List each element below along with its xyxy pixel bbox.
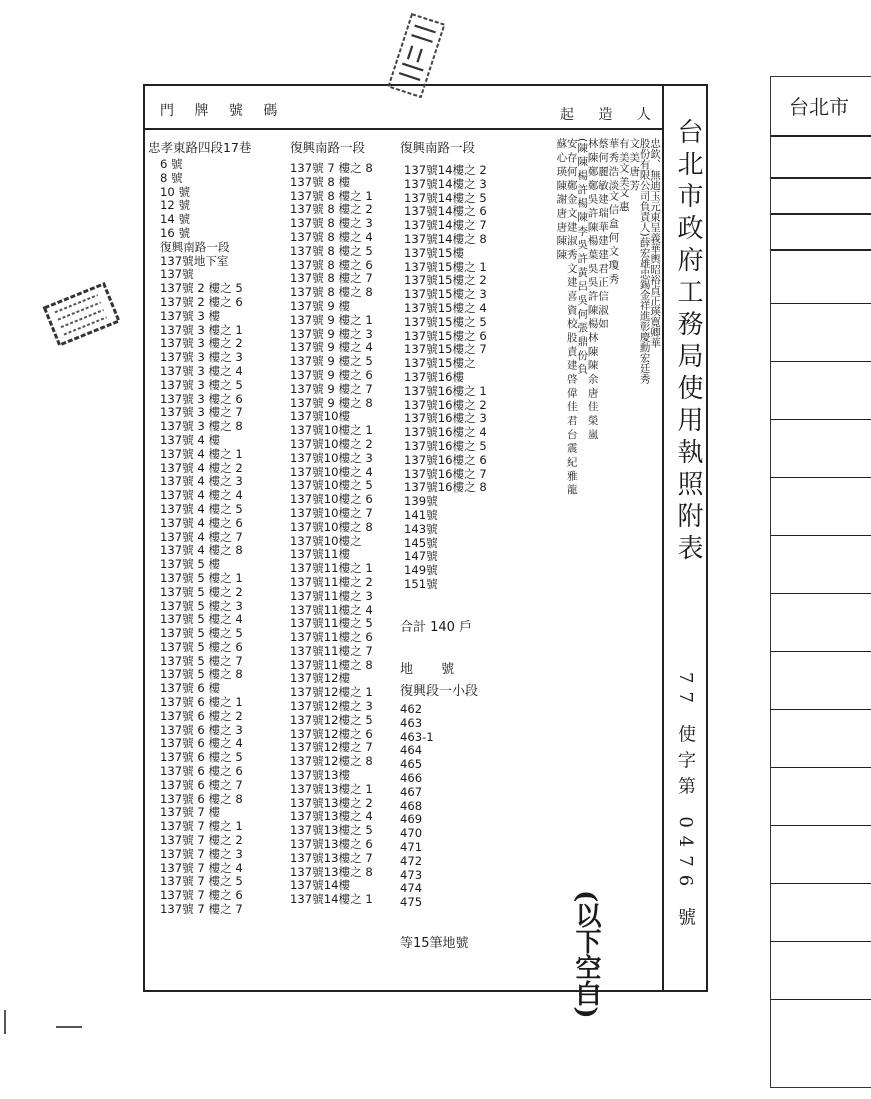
address-item: 137號 4 樓之 3 — [160, 474, 243, 489]
land-number: 474 — [400, 881, 423, 896]
adjacent-rule-8 — [771, 477, 871, 478]
address-item: 137號13樓之 1 — [290, 781, 373, 796]
address-item: 137號10樓之 — [290, 533, 362, 548]
address-item: 137號 3 樓之 3 — [160, 350, 243, 365]
address-item: 137號15樓之 — [404, 356, 476, 371]
top-stamp — [390, 4, 446, 104]
address-item: 137號 5 樓之 2 — [160, 584, 243, 599]
address-item: 137號 5 樓之 1 — [160, 570, 243, 585]
address-item: 137號 6 樓之 3 — [160, 722, 243, 737]
builder-column: 蘇 心 瑛 陳 謝 唐 唐 陳 陳 — [555, 138, 568, 260]
address-item: 137號10樓之 5 — [290, 478, 373, 493]
address-item: 137號 6 樓之 7 — [160, 777, 243, 792]
address-item: 137號 9 樓之 4 — [290, 340, 373, 355]
address-item: 137號13樓之 7 — [290, 850, 373, 865]
address-item: 137號12樓之 3 — [290, 699, 373, 714]
permit-number: 77 使字第 0476 號 — [675, 672, 696, 934]
address-item: 137號16樓之 7 — [404, 466, 487, 481]
address-item: 137號11樓之 5 — [290, 616, 373, 631]
address-item: 137號15樓之 7 — [404, 342, 487, 357]
address-item: 137號 8 樓之 3 — [290, 216, 373, 231]
adjacent-rule-4 — [771, 249, 871, 251]
builder-list — [556, 138, 660, 918]
frame-left — [143, 84, 145, 992]
land-number: 462 — [400, 702, 423, 716]
address-item: 137號16樓之 2 — [404, 397, 487, 412]
address-item: 137號10樓之 4 — [290, 464, 373, 479]
address-item: 137號 6 樓之 4 — [160, 736, 243, 751]
scan-mark-bottom-left — [56, 1026, 82, 1028]
address-item: 137號 6 樓之 2 — [160, 708, 243, 723]
adjacent-rule-7 — [771, 419, 871, 420]
address-item: 137號14樓之 7 — [404, 218, 487, 233]
address-item: 137號 5 樓之 6 — [160, 639, 243, 654]
doorplate-header: 門 牌 號 碼 — [160, 103, 286, 119]
address-item: 139號 — [404, 494, 438, 509]
address-column-3 — [404, 164, 487, 592]
adjacent-rule-3 — [771, 213, 871, 215]
address-item: 137號 8 樓之 8 — [290, 285, 373, 300]
address-item: 12 號 — [160, 198, 191, 213]
address-item: 137號15樓之 5 — [404, 314, 487, 329]
left-stamp-border — [45, 284, 119, 345]
address-item: 137號 8 樓之 7 — [290, 271, 373, 286]
address-item: 137號10樓之 2 — [290, 436, 373, 451]
header-divider — [143, 128, 663, 130]
address-item: 137號 2 樓之 6 — [160, 294, 243, 309]
address-item: 137號 — [160, 267, 194, 282]
land-number: 466 — [400, 770, 423, 785]
address-item: 137號13樓之 2 — [290, 795, 373, 810]
address-item: 137號11樓之 2 — [290, 574, 373, 589]
adjacent-rule-10 — [771, 593, 871, 594]
address-item: 137號11樓之 4 — [290, 602, 373, 617]
column-2-heading: 復興南路一段 — [290, 140, 366, 155]
land-footer: 等15筆地號 — [400, 936, 469, 951]
address-item: 137號 3 樓之 1 — [160, 322, 243, 337]
builder-column: 文 美 唐 芳 — [628, 138, 641, 191]
adjacent-rule-15 — [771, 883, 871, 884]
address-item: 137號 4 樓之 6 — [160, 515, 243, 530]
address-item: 137號 7 樓之 3 — [160, 846, 243, 861]
address-item: 137號14樓之 6 — [404, 204, 487, 219]
land-number: 475 — [400, 895, 423, 910]
address-item: 137號14樓之 8 — [404, 231, 487, 246]
address-item: 137號 7 樓之 5 — [160, 874, 243, 889]
address-item: 137號15樓之 2 — [404, 273, 487, 288]
address-item: 137號10樓之 1 — [290, 423, 373, 438]
address-item: 137號 7 樓之 6 — [160, 888, 243, 903]
address-item: 137號14樓之 1 — [290, 892, 373, 907]
land-number-label: 地 號 — [400, 662, 467, 677]
adjacent-rule-14 — [771, 825, 871, 826]
builder-column: 華 秀 浩 淡文 信 盒 何 文 瓊 秀 — [607, 138, 620, 284]
address-item: 137號 3 樓之 4 — [160, 363, 243, 378]
address-item: 137號 7 樓之 8 — [290, 161, 373, 175]
address-column-1 — [160, 158, 243, 917]
address-item: 137號11樓之 3 — [290, 588, 373, 603]
builder-column: 忠欽、無迪玉元東呈義華輿昭裕貞正瑛寛卿華 — [648, 138, 661, 348]
address-item: 137號11樓之 6 — [290, 630, 373, 645]
address-item: 137號11樓之 8 — [290, 657, 373, 672]
address-item: 137號 7 樓之 7 — [160, 902, 243, 917]
address-item: 137號12樓之 7 — [290, 740, 373, 755]
land-number: 463-1 — [400, 729, 434, 744]
scan-mark-left — [4, 1010, 6, 1034]
address-item: 137號 9 樓之 8 — [290, 395, 373, 410]
address-item: 10 號 — [160, 184, 191, 199]
address-item: 137號 7 樓之 4 — [160, 860, 243, 875]
address-item: 137號 8 樓 — [290, 174, 351, 189]
address-item: 137號 8 樓之 2 — [290, 202, 373, 217]
adjacent-rule-9 — [771, 535, 871, 536]
address-item: 137號 8 樓之 4 — [290, 229, 373, 244]
address-item: 137號 7 樓 — [160, 805, 221, 820]
address-item: 137號 8 樓之 5 — [290, 243, 373, 258]
builder-header: 起 造 人 — [560, 107, 661, 123]
address-item: 145號 — [404, 535, 438, 550]
address-item: 137號 6 樓之 5 — [160, 750, 243, 765]
frame-bottom — [143, 990, 708, 992]
address-item: 137號 4 樓之 7 — [160, 529, 243, 544]
address-item: 137號14樓之 2 — [404, 163, 487, 177]
address-item: 137號 9 樓 — [290, 298, 351, 313]
address-item: 137號13樓 — [290, 768, 351, 783]
address-item: 6 號 — [160, 157, 183, 171]
address-item: 137號12樓之 8 — [290, 754, 373, 769]
address-item: 137號 8 樓之 6 — [290, 257, 373, 272]
address-item: 137號12樓之 6 — [290, 726, 373, 741]
address-item: 137號 3 樓之 6 — [160, 391, 243, 406]
builder-column: 安 存 何 鄭 金 文 建 淑 秀 文 建 喜 資 校 股 責 建 啓 偉 佳 君 台 震 紀 雅 龍 — [565, 138, 578, 495]
builder-column: 有 美文 美文 惠 — [617, 138, 630, 212]
address-item: 147號 — [404, 549, 438, 564]
address-item: 137號10樓 — [290, 409, 351, 424]
address-item: 137號15樓之 3 — [404, 287, 487, 302]
address-item: 137號16樓之 5 — [404, 438, 487, 453]
land-number: 473 — [400, 867, 423, 882]
address-item: 137號16樓之 3 — [404, 411, 487, 426]
address-item: 137號16樓之 1 — [404, 383, 487, 398]
address-item: 137號13樓之 6 — [290, 837, 373, 852]
address-item: 137號 4 樓之 8 — [160, 543, 243, 558]
address-item: 137號 9 樓之 6 — [290, 367, 373, 382]
land-number: 464 — [400, 743, 423, 758]
address-item: 137號 6 樓之 8 — [160, 791, 243, 806]
address-item: 137號 8 樓之 1 — [290, 188, 373, 203]
address-item: 143號 — [404, 521, 438, 536]
address-item: 137號10樓之 6 — [290, 492, 373, 507]
address-item: 137號 3 樓之 5 — [160, 377, 243, 392]
column-1-heading: 忠孝東路四段17巷 — [148, 140, 252, 155]
land-number: 465 — [400, 757, 423, 772]
address-item: 137號 6 樓之 6 — [160, 764, 243, 779]
address-item: 137號15樓之 4 — [404, 300, 487, 315]
document-title: 台北市政府工務局使用執照附表 — [673, 118, 703, 566]
address-item: 137號15樓之 6 — [404, 328, 487, 343]
address-item: 141號 — [404, 507, 438, 522]
handwritten-blank-note: (以下空白) — [571, 890, 601, 1019]
address-item: 137號14樓 — [290, 878, 351, 893]
address-item: 137號15樓之 1 — [404, 259, 487, 274]
address-item: 137號 5 樓之 8 — [160, 667, 243, 682]
address-item: 137號 5 樓之 5 — [160, 626, 243, 641]
address-item: 137號 3 樓 — [160, 308, 221, 323]
address-item: 16 號 — [160, 225, 191, 240]
address-item: 137號15樓 — [404, 245, 465, 260]
adjacent-rule-13 — [771, 767, 871, 768]
address-item: 137號11樓 — [290, 547, 351, 562]
land-section: 復興段一小段 — [400, 684, 479, 699]
address-item: 137號 7 樓之 2 — [160, 833, 243, 848]
address-item: 137號 9 樓之 1 — [290, 312, 373, 327]
address-item: 137號 3 樓之 7 — [160, 405, 243, 420]
address-item: 137號 4 樓之 5 — [160, 501, 243, 516]
address-item: 137號12樓 — [290, 671, 351, 686]
address-item: 137號 6 樓之 1 — [160, 695, 243, 710]
adjacent-rule-12 — [771, 709, 871, 710]
adjacent-rule-6 — [771, 361, 871, 362]
adjacent-rule-17 — [771, 999, 871, 1000]
address-item: 137號14樓之 3 — [404, 176, 487, 191]
builder-column: (陳 陳 楊 許 楊 陳 李 吳 許 黃 呂 吳 何 張 鼎 份 負 — [576, 138, 589, 374]
address-item: 137號12樓之 1 — [290, 685, 373, 700]
land-number: 472 — [400, 853, 423, 868]
address-item: 14 號 — [160, 212, 191, 227]
address-item: 137號 5 樓 — [160, 557, 221, 572]
address-item: 137號13樓之 4 — [290, 809, 373, 824]
household-total: 合計 140 戶 — [400, 620, 473, 635]
address-item: 137號 9 樓之 7 — [290, 381, 373, 396]
address-item: 137號12樓之 5 — [290, 712, 373, 727]
address-item: 137號10樓之 7 — [290, 505, 373, 520]
address-item: 137號 4 樓 — [160, 432, 221, 447]
address-item: 137號16樓之 6 — [404, 452, 487, 467]
land-number: 468 — [400, 798, 423, 813]
land-number: 463 — [400, 715, 423, 730]
address-item: 137號13樓之 5 — [290, 823, 373, 838]
adjacent-rule-16 — [771, 941, 871, 942]
address-item: 137號 5 樓之 4 — [160, 612, 243, 627]
address-item: 137號 9 樓之 5 — [290, 354, 373, 369]
address-item: 137號地下室 — [160, 253, 229, 268]
title-divider — [662, 84, 664, 992]
column-3-heading: 復興南路一段 — [400, 140, 476, 155]
builder-column: 林 陳 鄭 鄭 吳 許 陳 楊 葉 吳 吳 許 陳 楊 林 陳 陳 余 唐 佳 榮 嵐 — [586, 138, 599, 440]
address-item: 137號 7 樓之 1 — [160, 819, 243, 834]
land-number: 471 — [400, 839, 423, 854]
address-item: 137號 3 樓之 2 — [160, 336, 243, 351]
address-item: 137號11樓之 1 — [290, 561, 373, 576]
address-item: 137號16樓之 4 — [404, 425, 487, 440]
address-item: 137號16樓之 8 — [404, 480, 487, 495]
address-item: 137號13樓之 8 — [290, 864, 373, 879]
address-item: 137號 5 樓之 3 — [160, 598, 243, 613]
address-item: 137號 4 樓之 2 — [160, 460, 243, 475]
address-item: 137號 2 樓之 5 — [160, 281, 243, 296]
builder-column: 蔡 何 麗 敏 建 瑞 華 建 建 君 正 信 淑 如 — [596, 138, 609, 329]
address-item: 137號 4 樓之 1 — [160, 446, 243, 461]
address-item: 8 號 — [160, 170, 183, 185]
address-item: 137號 3 樓之 8 — [160, 419, 243, 434]
address-item: 149號 — [404, 563, 438, 578]
land-number: 470 — [400, 826, 423, 841]
address-item: 137號 5 樓之 7 — [160, 653, 243, 668]
land-number: 467 — [400, 784, 423, 799]
adjacent-sheet-title: 台北市 — [789, 95, 849, 119]
adjacent-sheet — [770, 76, 871, 1088]
address-item: 137號10樓之 8 — [290, 519, 373, 534]
builder-column: 股份有限公司負責人)薛宏雄忠錫金祥進彰慶勳宏廷秀 — [638, 138, 651, 384]
address-item: 137號 4 樓之 4 — [160, 488, 243, 503]
adjacent-rule-1 — [771, 135, 871, 137]
left-stamp-marks — [55, 295, 107, 334]
left-stamp — [38, 280, 128, 350]
address-item: 137號 9 樓之 3 — [290, 326, 373, 341]
address-column-2 — [290, 162, 373, 907]
address-item: 137號14樓之 5 — [404, 190, 487, 205]
address-item: 137號16樓 — [404, 369, 465, 384]
address-item: 復興南路一段 — [160, 239, 230, 254]
address-item: 137號11樓之 7 — [290, 643, 373, 658]
address-item: 151號 — [404, 576, 438, 591]
land-number-list — [400, 702, 434, 909]
adjacent-rule-11 — [771, 651, 871, 652]
land-number: 469 — [400, 812, 423, 827]
adjacent-rule-2 — [771, 177, 871, 179]
adjacent-rule-5 — [771, 303, 871, 304]
address-item: 137號10樓之 3 — [290, 450, 373, 465]
address-item: 137號 6 樓 — [160, 681, 221, 696]
